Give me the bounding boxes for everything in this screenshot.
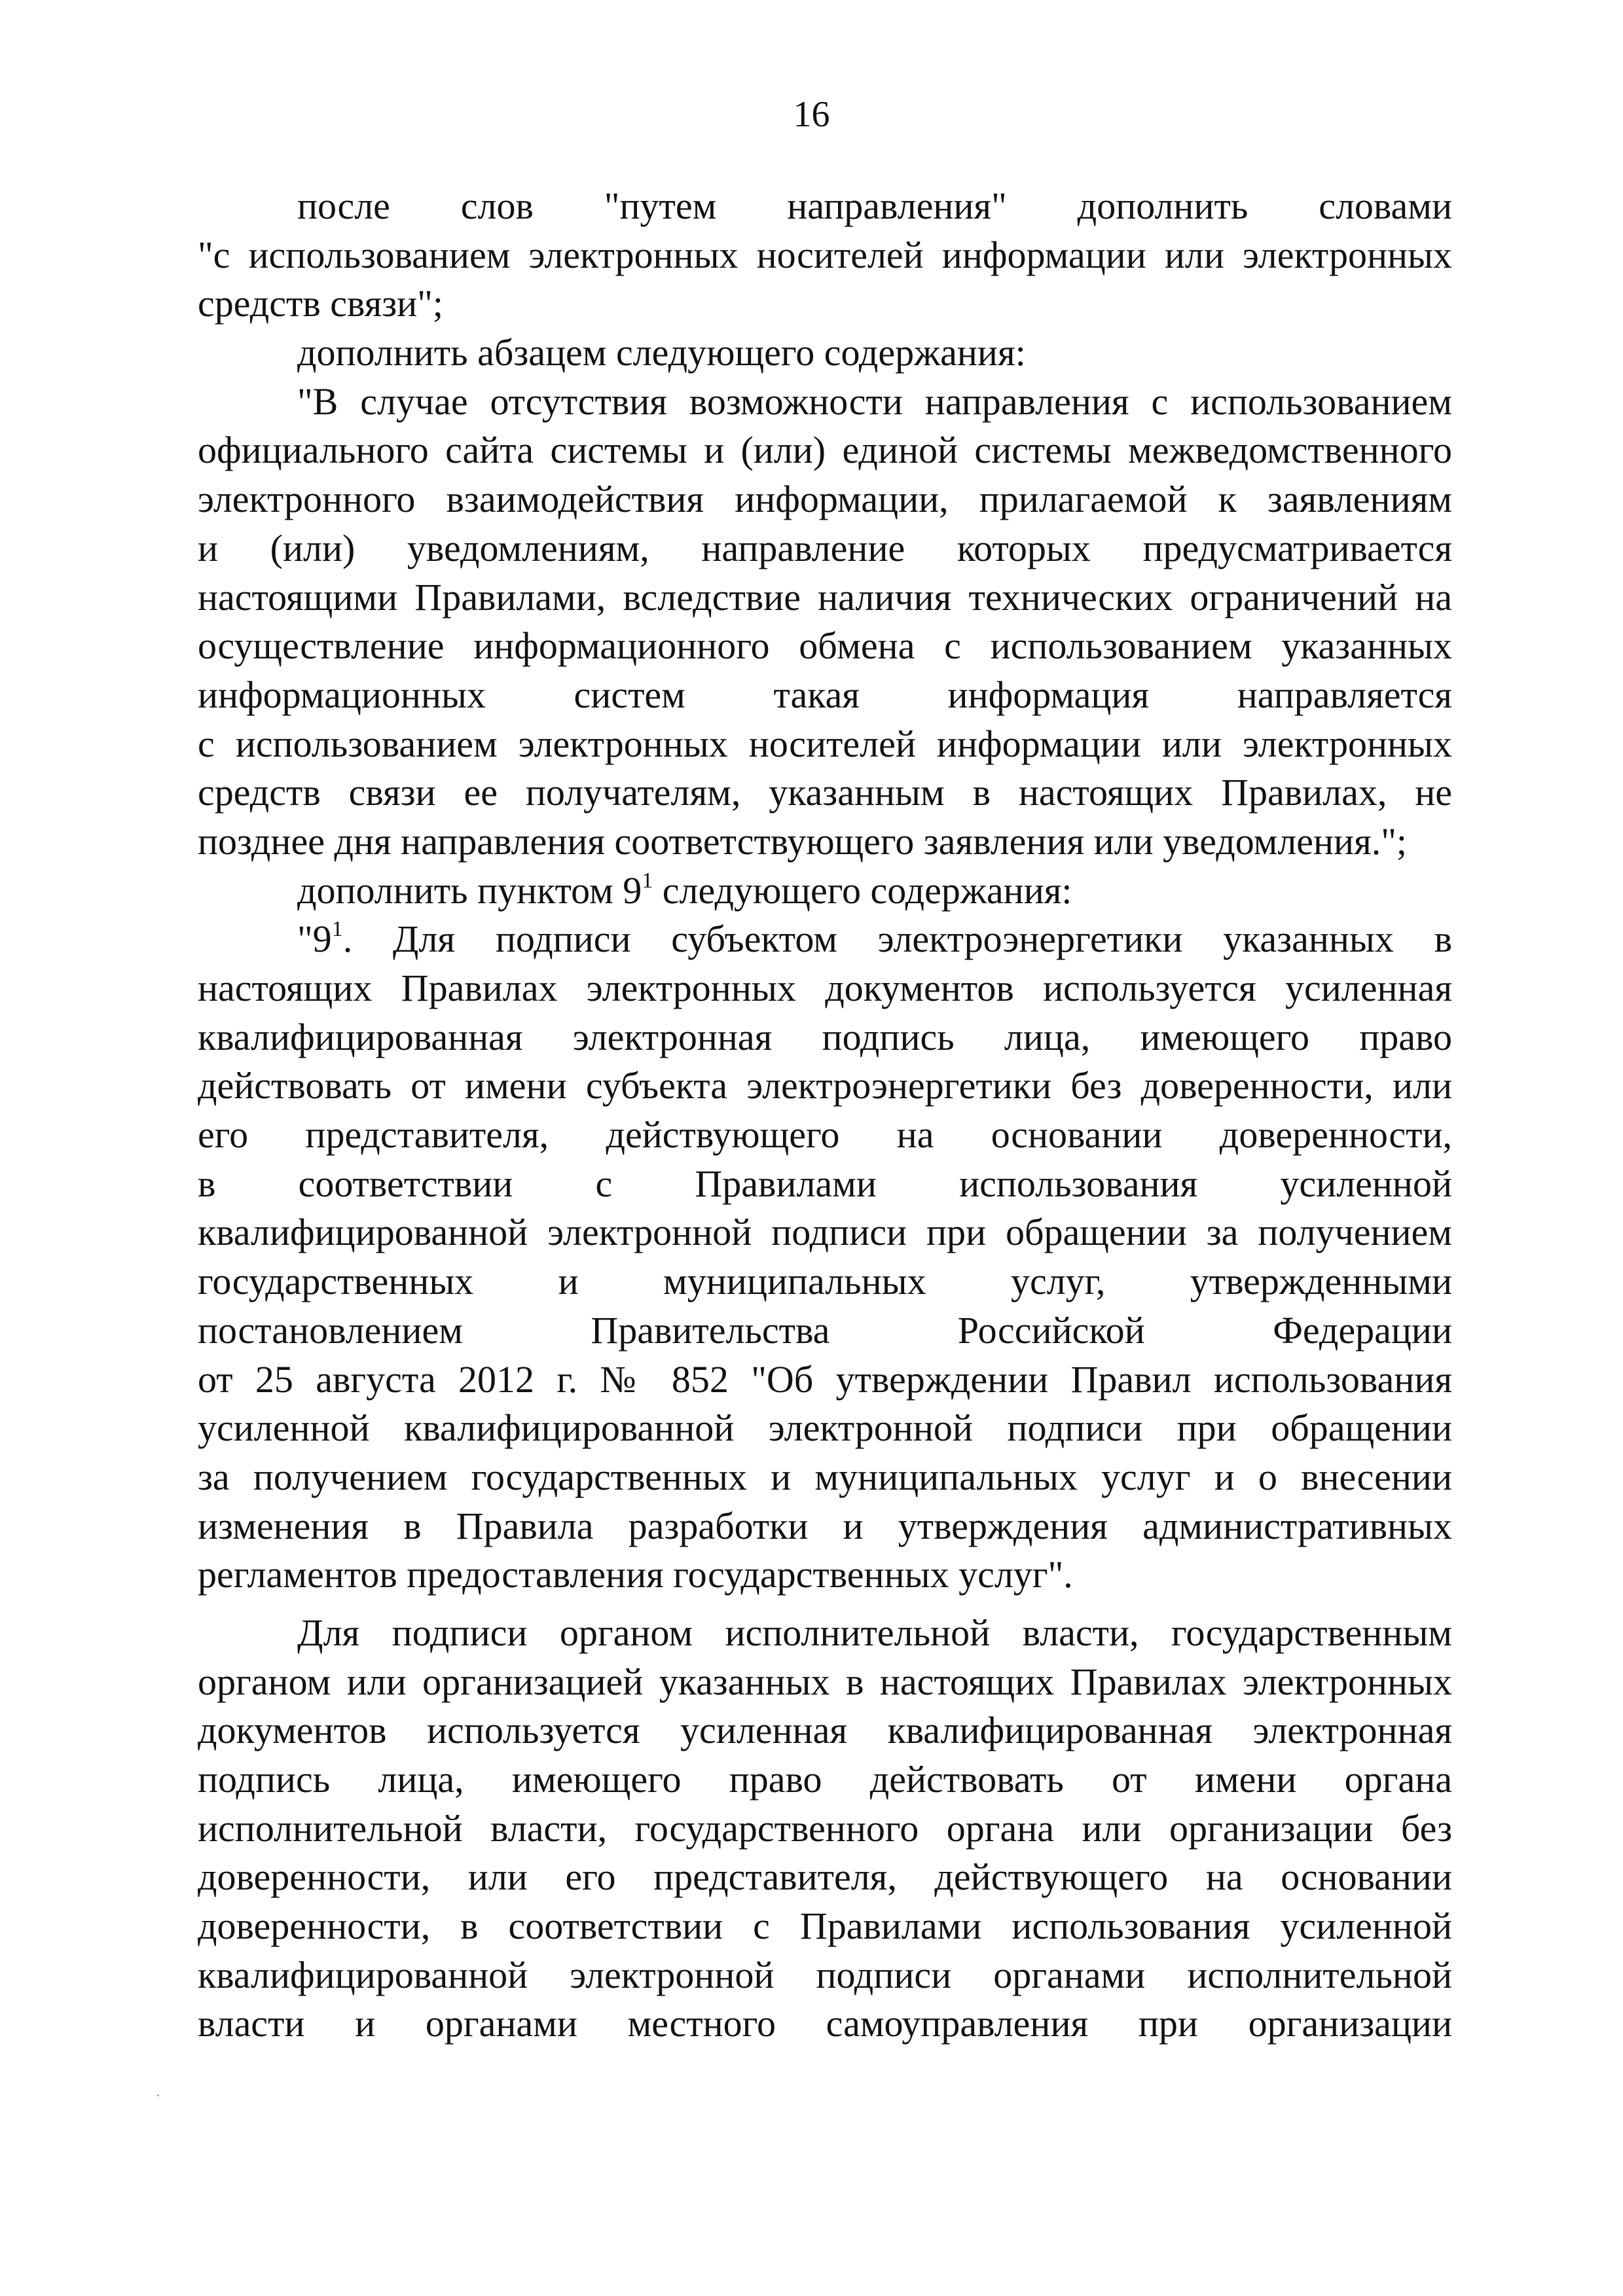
- text-line: квалифицированная электронная подпись лица, имеющего право: [198, 1015, 1452, 1058]
- text-line: власти и органами местного самоуправления при организации: [198, 2002, 1452, 2045]
- text-line: "с использованием электронных носителей информации или электронных: [198, 233, 1452, 276]
- text-line-with-superscript: [198, 867, 1452, 916]
- text-line: исполнительной власти, государственного органа или организации без: [198, 1806, 1452, 1850]
- scan-speck: [157, 2094, 159, 2096]
- text-line-with-superscript: [198, 915, 1452, 964]
- text-line: документов используется усиленная квалифицированная электронная: [198, 1709, 1452, 1752]
- text-line: настоящими Правилами, вследствие наличия технических ограничений на: [198, 575, 1452, 619]
- text-line: изменения в Правила разработки и утверждения административных: [198, 1504, 1452, 1547]
- page-number: 16: [793, 94, 830, 135]
- text-line: и (или) уведомлениям, направление которых предусматривается: [198, 526, 1452, 569]
- text-line: дополнить абзацем следующего содержания:: [297, 331, 1026, 374]
- document-body: [198, 182, 1452, 2049]
- text-line: постановлением Правительства Российской Федерации: [198, 1308, 1452, 1352]
- text-line: регламентов предоставления государственных услуг".: [198, 1553, 1073, 1596]
- text-line: с использованием электронных носителей информации или электронных: [198, 722, 1452, 765]
- text-line: действовать от имени субъекта электроэнергетики без доверенности, или: [198, 1064, 1452, 1107]
- text-line: осуществление информационного обмена с использованием указанных: [198, 624, 1452, 668]
- text-line: электронного взаимодействия информации, прилагаемой к заявлениям: [198, 478, 1452, 521]
- text-fragment: "9: [297, 918, 332, 961]
- text-line: квалифицированной электронной подписи при обращении за получением: [198, 1211, 1452, 1254]
- text-line: средств связи";: [198, 282, 443, 325]
- text-line: Для подписи органом исполнительной власти, государственным: [297, 1611, 1452, 1654]
- text-line: в соответствии с Правилами использования усиленной: [198, 1162, 1452, 1205]
- text-line: после слов "путем направления" дополнить словами: [297, 185, 1452, 227]
- superscript: 1: [642, 868, 653, 893]
- superscript: 1: [331, 917, 343, 942]
- text-line: за получением государственных и муниципальных услуг и о внесении: [198, 1455, 1452, 1498]
- text-fragment: дополнить пунктом 9: [297, 869, 642, 912]
- text-line: органом или организацией указанных в настоящих Правилах электронных: [198, 1660, 1452, 1703]
- text-line: государственных и муниципальных услуг, утвержденными: [198, 1260, 1452, 1303]
- text-line: "В случае отсутствия возможности направления с использованием: [297, 380, 1452, 423]
- text-line: доверенности, или его представителя, действующего на основании: [198, 1856, 1452, 1899]
- text-line: информационных систем такая информация направляется: [198, 673, 1452, 716]
- text-line: его представителя, действующего на основании доверенности,: [198, 1113, 1452, 1157]
- text-line: официального сайта системы и (или) единой системы межведомственного: [198, 429, 1452, 472]
- text-line: настоящих Правилах электронных документов используется усиленная: [198, 967, 1452, 1009]
- text-line: усиленной квалифицированной электронной подписи при обращении: [198, 1407, 1452, 1450]
- text-line: средств связи ее получателям, указанным в настоящих Правилах, не: [198, 771, 1452, 814]
- text-line: подпись лица, имеющего право действовать от имени органа: [198, 1758, 1452, 1801]
- text-fragment: следующего содержания:: [653, 869, 1072, 912]
- text-line: позднее дня направления соответствующего заявления или уведомления.";: [198, 819, 1408, 863]
- text-line: от 25 августа 2012 г. № 852 "Об утверждении Правил использования: [198, 1357, 1452, 1401]
- text-fragment: . Для подписи субъектом электроэнергетики указанных в: [342, 918, 1452, 961]
- text-line: квалифицированной электронной подписи органами исполнительной: [198, 1953, 1452, 1996]
- text-line: доверенности, в соответствии с Правилами использования усиленной: [198, 1905, 1452, 1948]
